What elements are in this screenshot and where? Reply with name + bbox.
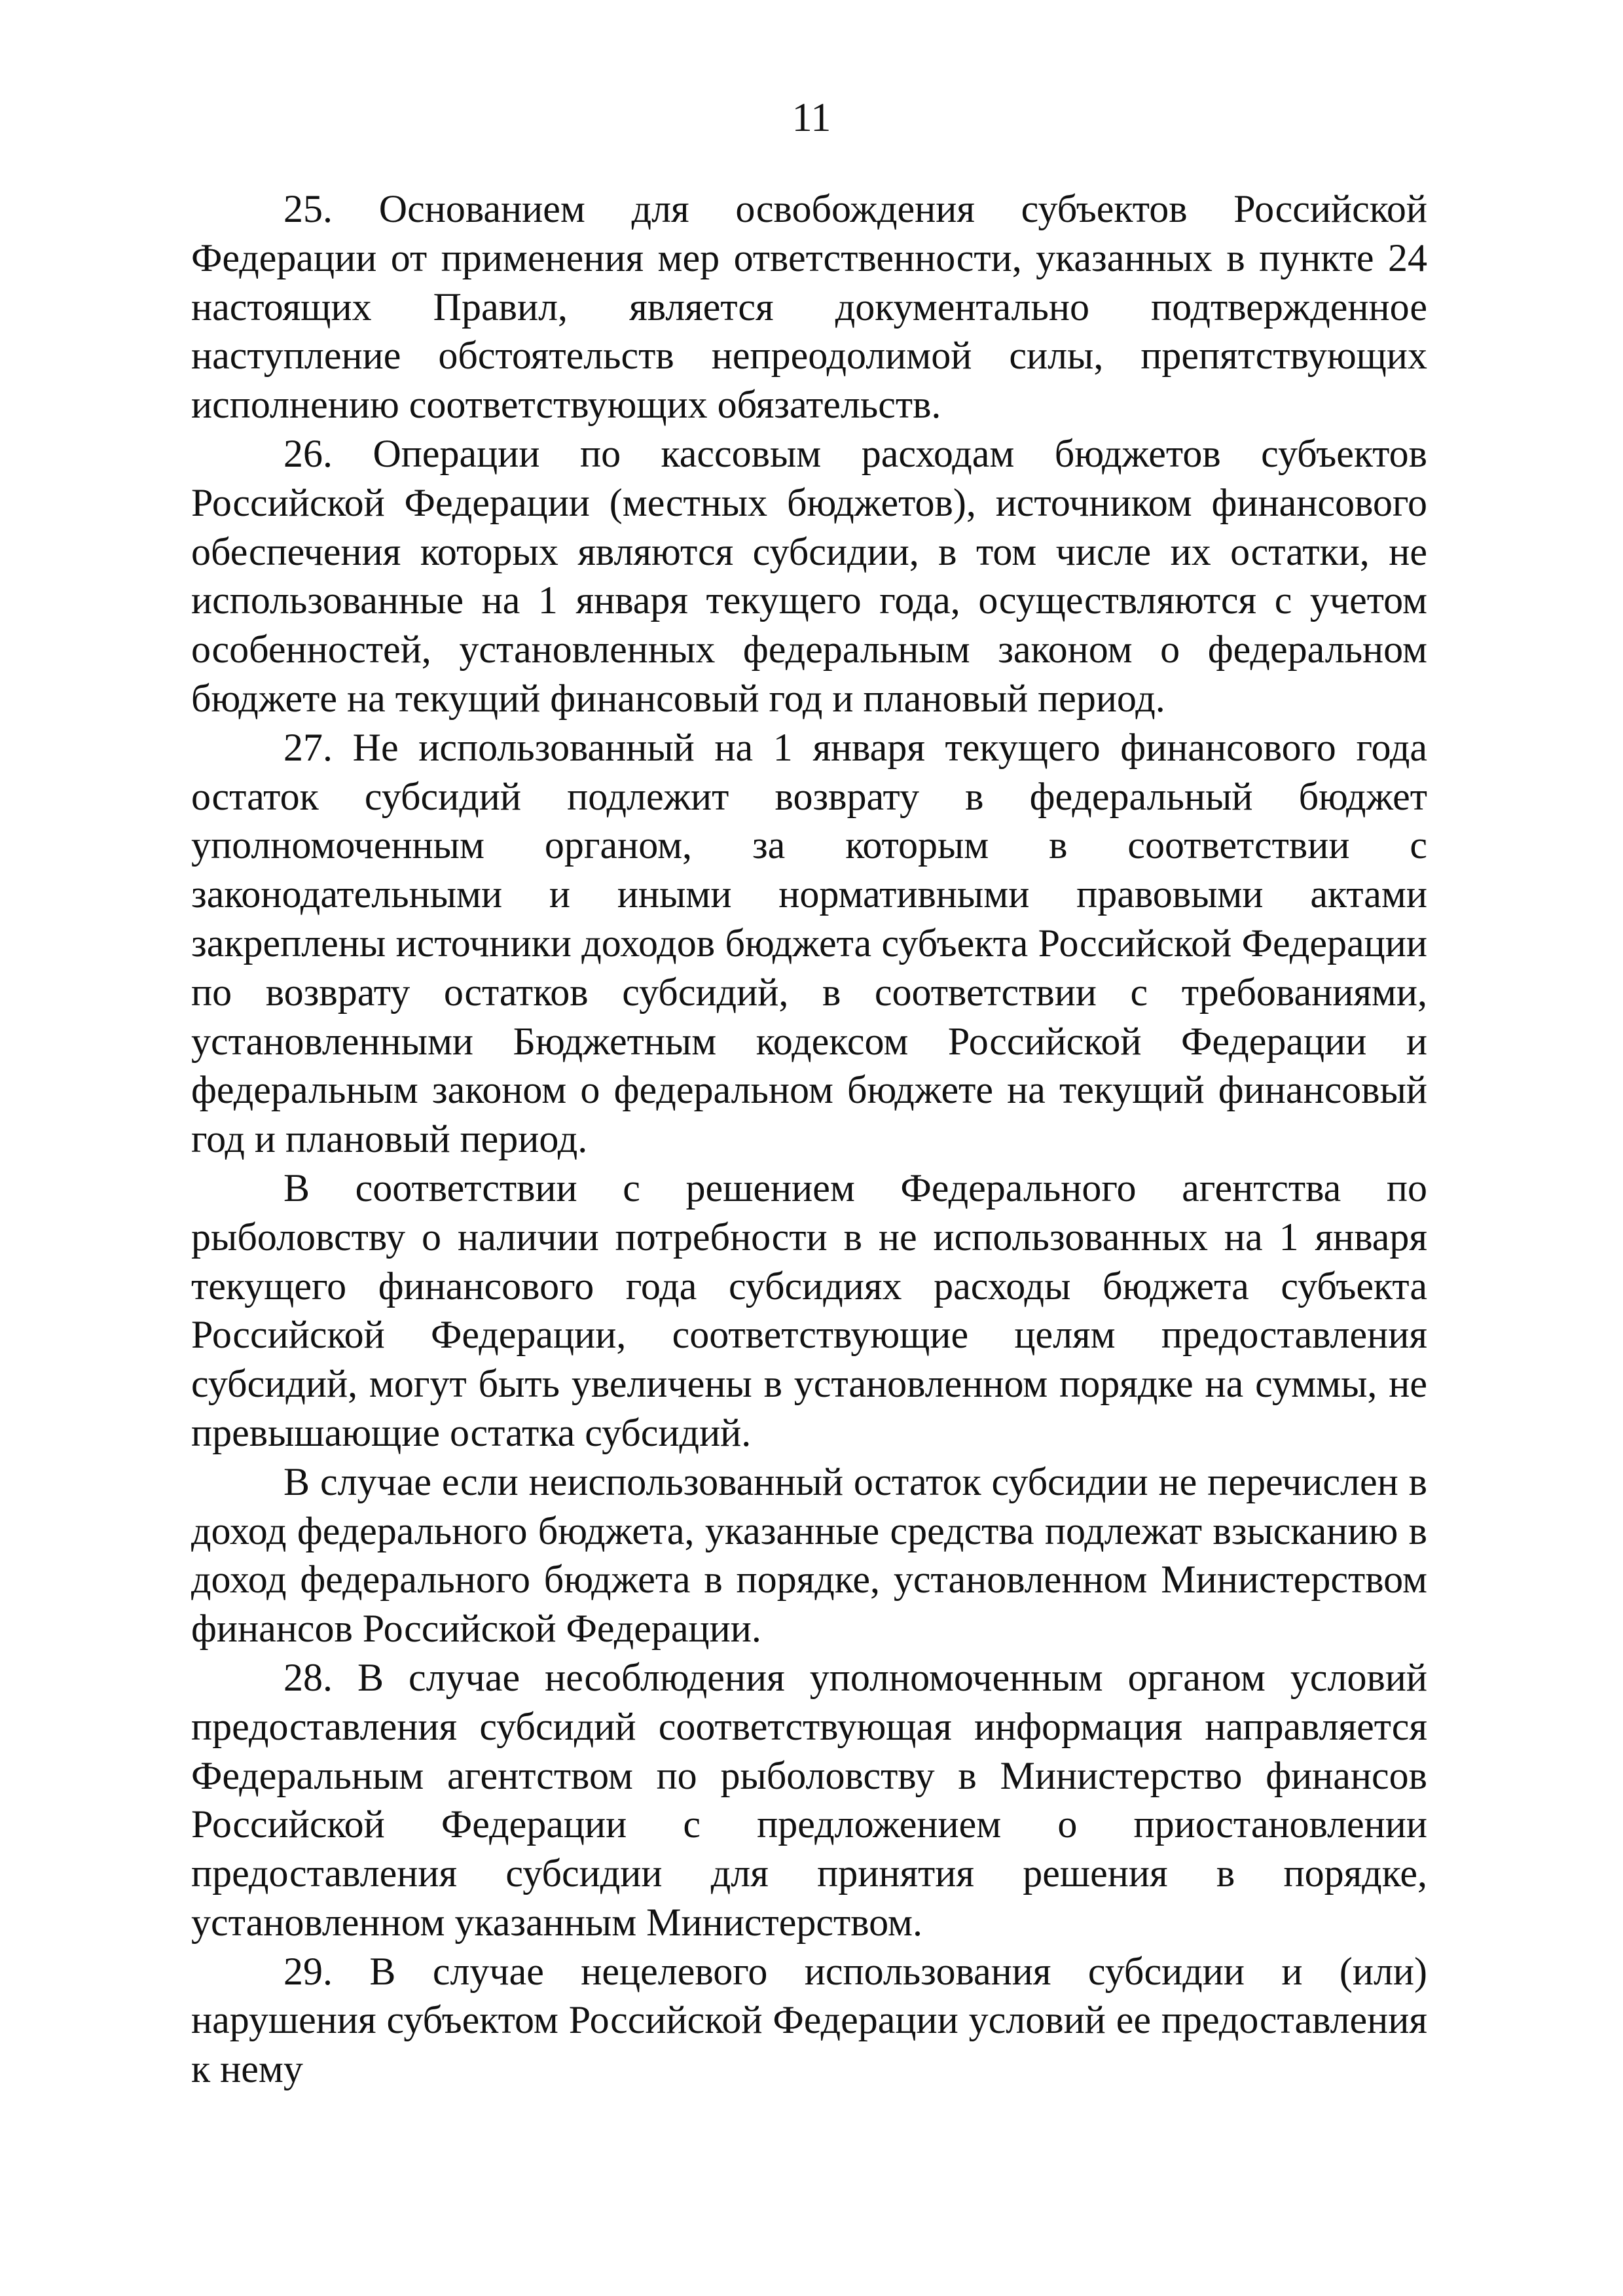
- paragraph-25: 25. Основанием для освобождения субъектов Российской Федерации от применения мер ответственности, указанных в пункте 24 настоящих Правил, является документально подтвержденное наступление обстоятельств непреодолимой силы, препятствующих исполнению соответствующих обязательств.: [191, 187, 1427, 427]
- paragraph-27-recovery: В случае если неиспользованный остаток субсидии не перечислен в доход федерального бюджета, указанные средства подлежат взысканию в доход федерального бюджета в порядке, установленном Министерством финансов Российской Федерации.: [191, 1460, 1427, 1651]
- page-number: 11: [792, 96, 831, 140]
- paragraph-28: 28. В случае несоблюдения уполномоченным органом условий предоставления субсидий соответствующая информация направляется Федеральным агентством по рыболовству в Министерство финансов Российской Федерации с предложением о приостановлении предоставления субсидии для принятия решения в порядке, установленном указанным Министерством.: [191, 1655, 1427, 1944]
- paragraph-26: 26. Операции по кассовым расходам бюджетов субъектов Российской Федерации (местных бюджетов), источником финансового обеспечения которых являются субсидии, в том числе их остатки, не использованные на 1 января текущего года, осуществляются с учетом особенностей, установленных федеральным законом о федеральном бюджете на текущий финансовый год и плановый период.: [191, 431, 1427, 720]
- paragraph-29: 29. В случае нецелевого использования субсидии и (или) нарушения субъектом Российской Федерации условий ее предоставления к нему: [191, 1949, 1427, 2091]
- paragraph-27-subsidy-increase: В соответствии с решением Федерального агентства по рыболовству о наличии потребности в не использованных на 1 января текущего финансового года субсидиях расходы бюджета субъекта Российской Федерации, соответствующие целям предоставления субсидий, могут быть увеличены в установленном порядке на суммы, не превышающие остатка субсидий.: [191, 1166, 1427, 1454]
- paragraph-27: 27. Не использованный на 1 января текущего финансового года остаток субсидий подлежит возврату в федеральный бюджет уполномоченным органом, за которым в соответствии с законодательными и иными нормативными правовыми актами закреплены источники доходов бюджета субъекта Российской Федерации по возврату остатков субсидий, в соответствии с требованиями, установленными Бюджетным кодексом Российской Федерации и федеральным законом о федеральном бюджете на текущий финансовый год и плановый период.: [191, 725, 1427, 1161]
- document-body: [191, 185, 1427, 2094]
